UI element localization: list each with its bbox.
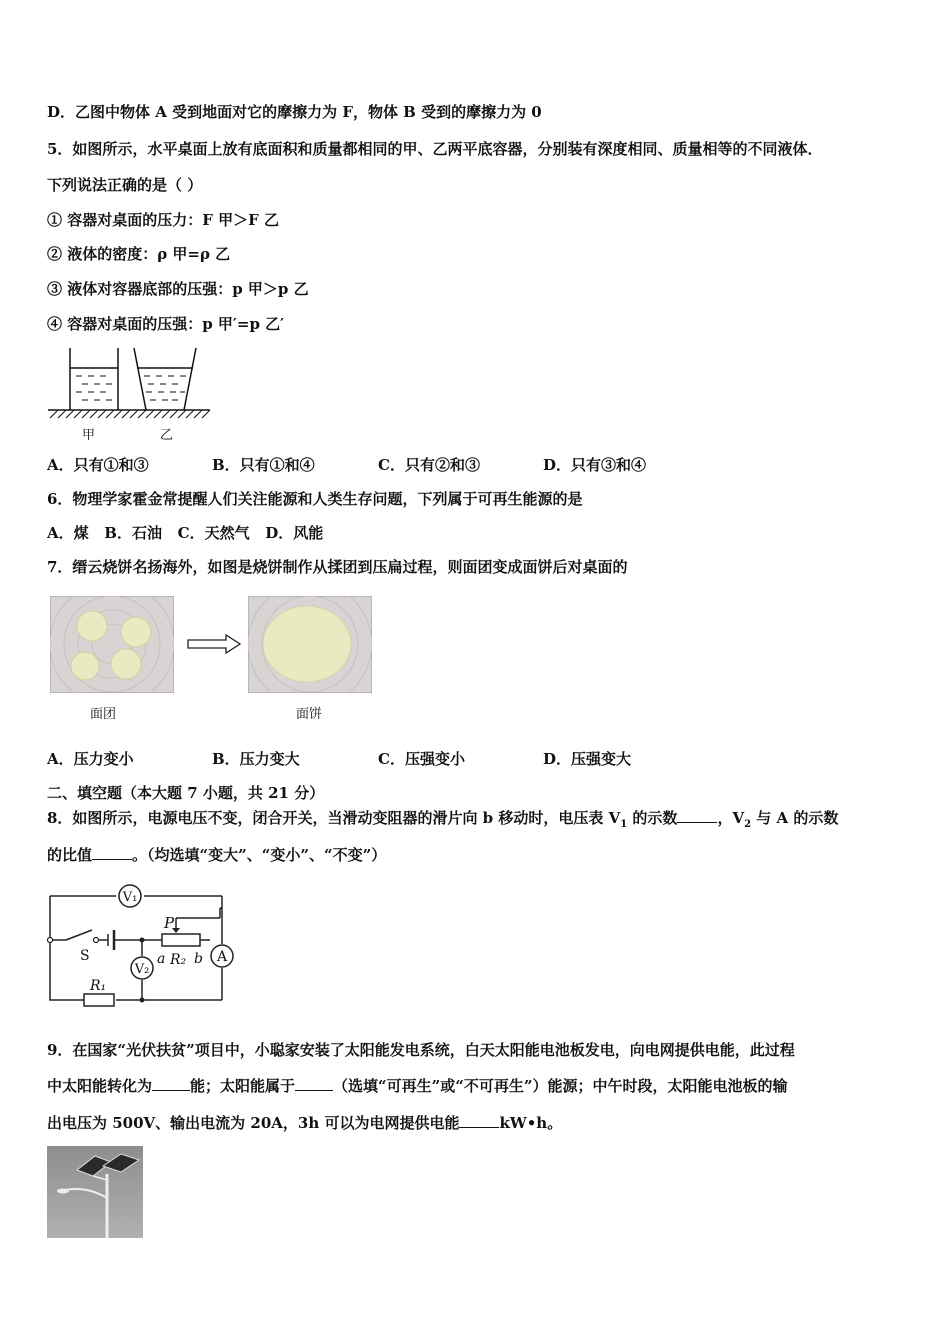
q9-text-3a: 出电压为 500V、输出电流为 20A，3h 可以为电网提供电能 (47, 1114, 460, 1132)
q7-option-b: B．压力变大 (212, 750, 300, 768)
container-label-yi: 乙 (160, 428, 174, 443)
label-v2: V₂ (134, 962, 150, 977)
q8-text-2a: 的比值 (47, 846, 93, 864)
q9-text-2a: 中太阳能转化为 (47, 1077, 153, 1095)
q5-stem-line2: 下列说法正确的是（ ） (47, 176, 203, 194)
solar-street-light-photo (47, 1146, 143, 1238)
q7-option-c: C．压强变小 (378, 750, 465, 768)
q9-line3 (47, 1113, 562, 1133)
q6-stem: 6．物理学家霍金常提醒人们关注能源和人类生存问题，下列属于可再生能源的是 (47, 490, 583, 508)
q5-statement-2: ② 液体的密度：ρ 甲=ρ 乙 (47, 245, 231, 263)
q9-blank-3[interactable] (459, 1113, 499, 1128)
q5-option-d: D．只有③和④ (543, 456, 647, 474)
arrow-right-icon (186, 634, 242, 654)
q8-text-d: ，V (717, 809, 745, 827)
q8-text-c: 的示数 (627, 809, 678, 827)
q5-option-b: B．只有①和④ (212, 456, 315, 474)
q8-blank-1[interactable] (677, 808, 717, 823)
container-jia (70, 348, 118, 410)
label-end-b: b (194, 951, 203, 967)
q7-stem: 7．缙云烧饼名扬海外，如图是烧饼制作从揉团到压扁过程，则面团变成面饼后对桌面的 (47, 558, 628, 576)
label-slider: P (164, 914, 175, 932)
container-yi (134, 348, 196, 410)
q4-option-d: D．乙图中物体 A 受到地面对它的摩擦力为 F，物体 B 受到的摩擦力为 0 (47, 103, 542, 121)
q5-statement-1: ① 容器对桌面的压力：F 甲＞F 乙 (47, 211, 279, 229)
q8-sub-2: 2 (744, 819, 752, 830)
q5-statement-3: ③ 液体对容器底部的压强：p 甲＞p 乙 (47, 280, 309, 298)
label-switch: S (80, 948, 90, 964)
q8-text-a: 8．如图所示，电源电压不变，闭合开关，当滑动变阻器的滑片向 b 移动时，电压表 V (47, 809, 621, 827)
section-title: 二、填空题（本大题 7 小题，共 21 分） (47, 784, 325, 802)
q9-text-2c: （选填“可再生”或“不可再生”）能源；中午时段，太阳能电池板的输 (333, 1077, 788, 1095)
q5-statement-4: ④ 容器对桌面的压强：p 甲′=p 乙′ (47, 315, 285, 333)
q5-option-a: A．只有①和③ (47, 456, 149, 474)
label-r2: R₂ (170, 952, 187, 968)
q5-stem-line1: 5．如图所示，水平桌面上放有底面积和质量都相同的甲、乙两平底容器，分别装有深度相同、质量相等的不同液体． (47, 140, 823, 158)
q8-text-2b: 。（均选填“变大”、“变小”、“不变”） (132, 846, 387, 864)
q5-option-c: C．只有②和③ (378, 456, 480, 474)
containers-diagram (44, 344, 214, 444)
flatbread-photo (248, 596, 372, 693)
q7-option-a: A．压力变小 (47, 750, 134, 768)
q8-stem-line2 (47, 845, 386, 865)
label-r1: R₁ (90, 978, 107, 994)
caption-dough: 面团 (90, 707, 117, 722)
q8-text-f: 与 A 的示数 (751, 809, 839, 827)
circuit-diagram (44, 878, 240, 1010)
label-v1: V₁ (122, 890, 138, 905)
label-ammeter: A (216, 949, 228, 965)
q8-stem-line1 (47, 808, 838, 835)
dough-photo (50, 596, 174, 693)
q9-text-3b: kW•h。 (499, 1114, 563, 1132)
caption-flatbread: 面饼 (296, 707, 323, 722)
label-end-a: a (157, 951, 166, 967)
container-label-jia: 甲 (82, 428, 96, 443)
q8-sub-1: 1 (620, 819, 628, 830)
q9-blank-2[interactable] (295, 1076, 333, 1091)
q8-blank-2[interactable] (92, 845, 132, 860)
q9-blank-1[interactable] (152, 1076, 190, 1091)
q9-line1: 9．在国家“光伏扶贫”项目中，小聪家安装了太阳能发电系统，白天太阳能电池板发电，向电网提供电能，此过程 (47, 1041, 795, 1059)
q9-text-2b: 能；太阳能属于 (190, 1077, 296, 1095)
q7-option-d: D．压强变大 (543, 750, 632, 768)
q9-line2 (47, 1076, 788, 1096)
q6-options: A．煤 B．石油 C．天然气 D．风能 (47, 524, 324, 542)
